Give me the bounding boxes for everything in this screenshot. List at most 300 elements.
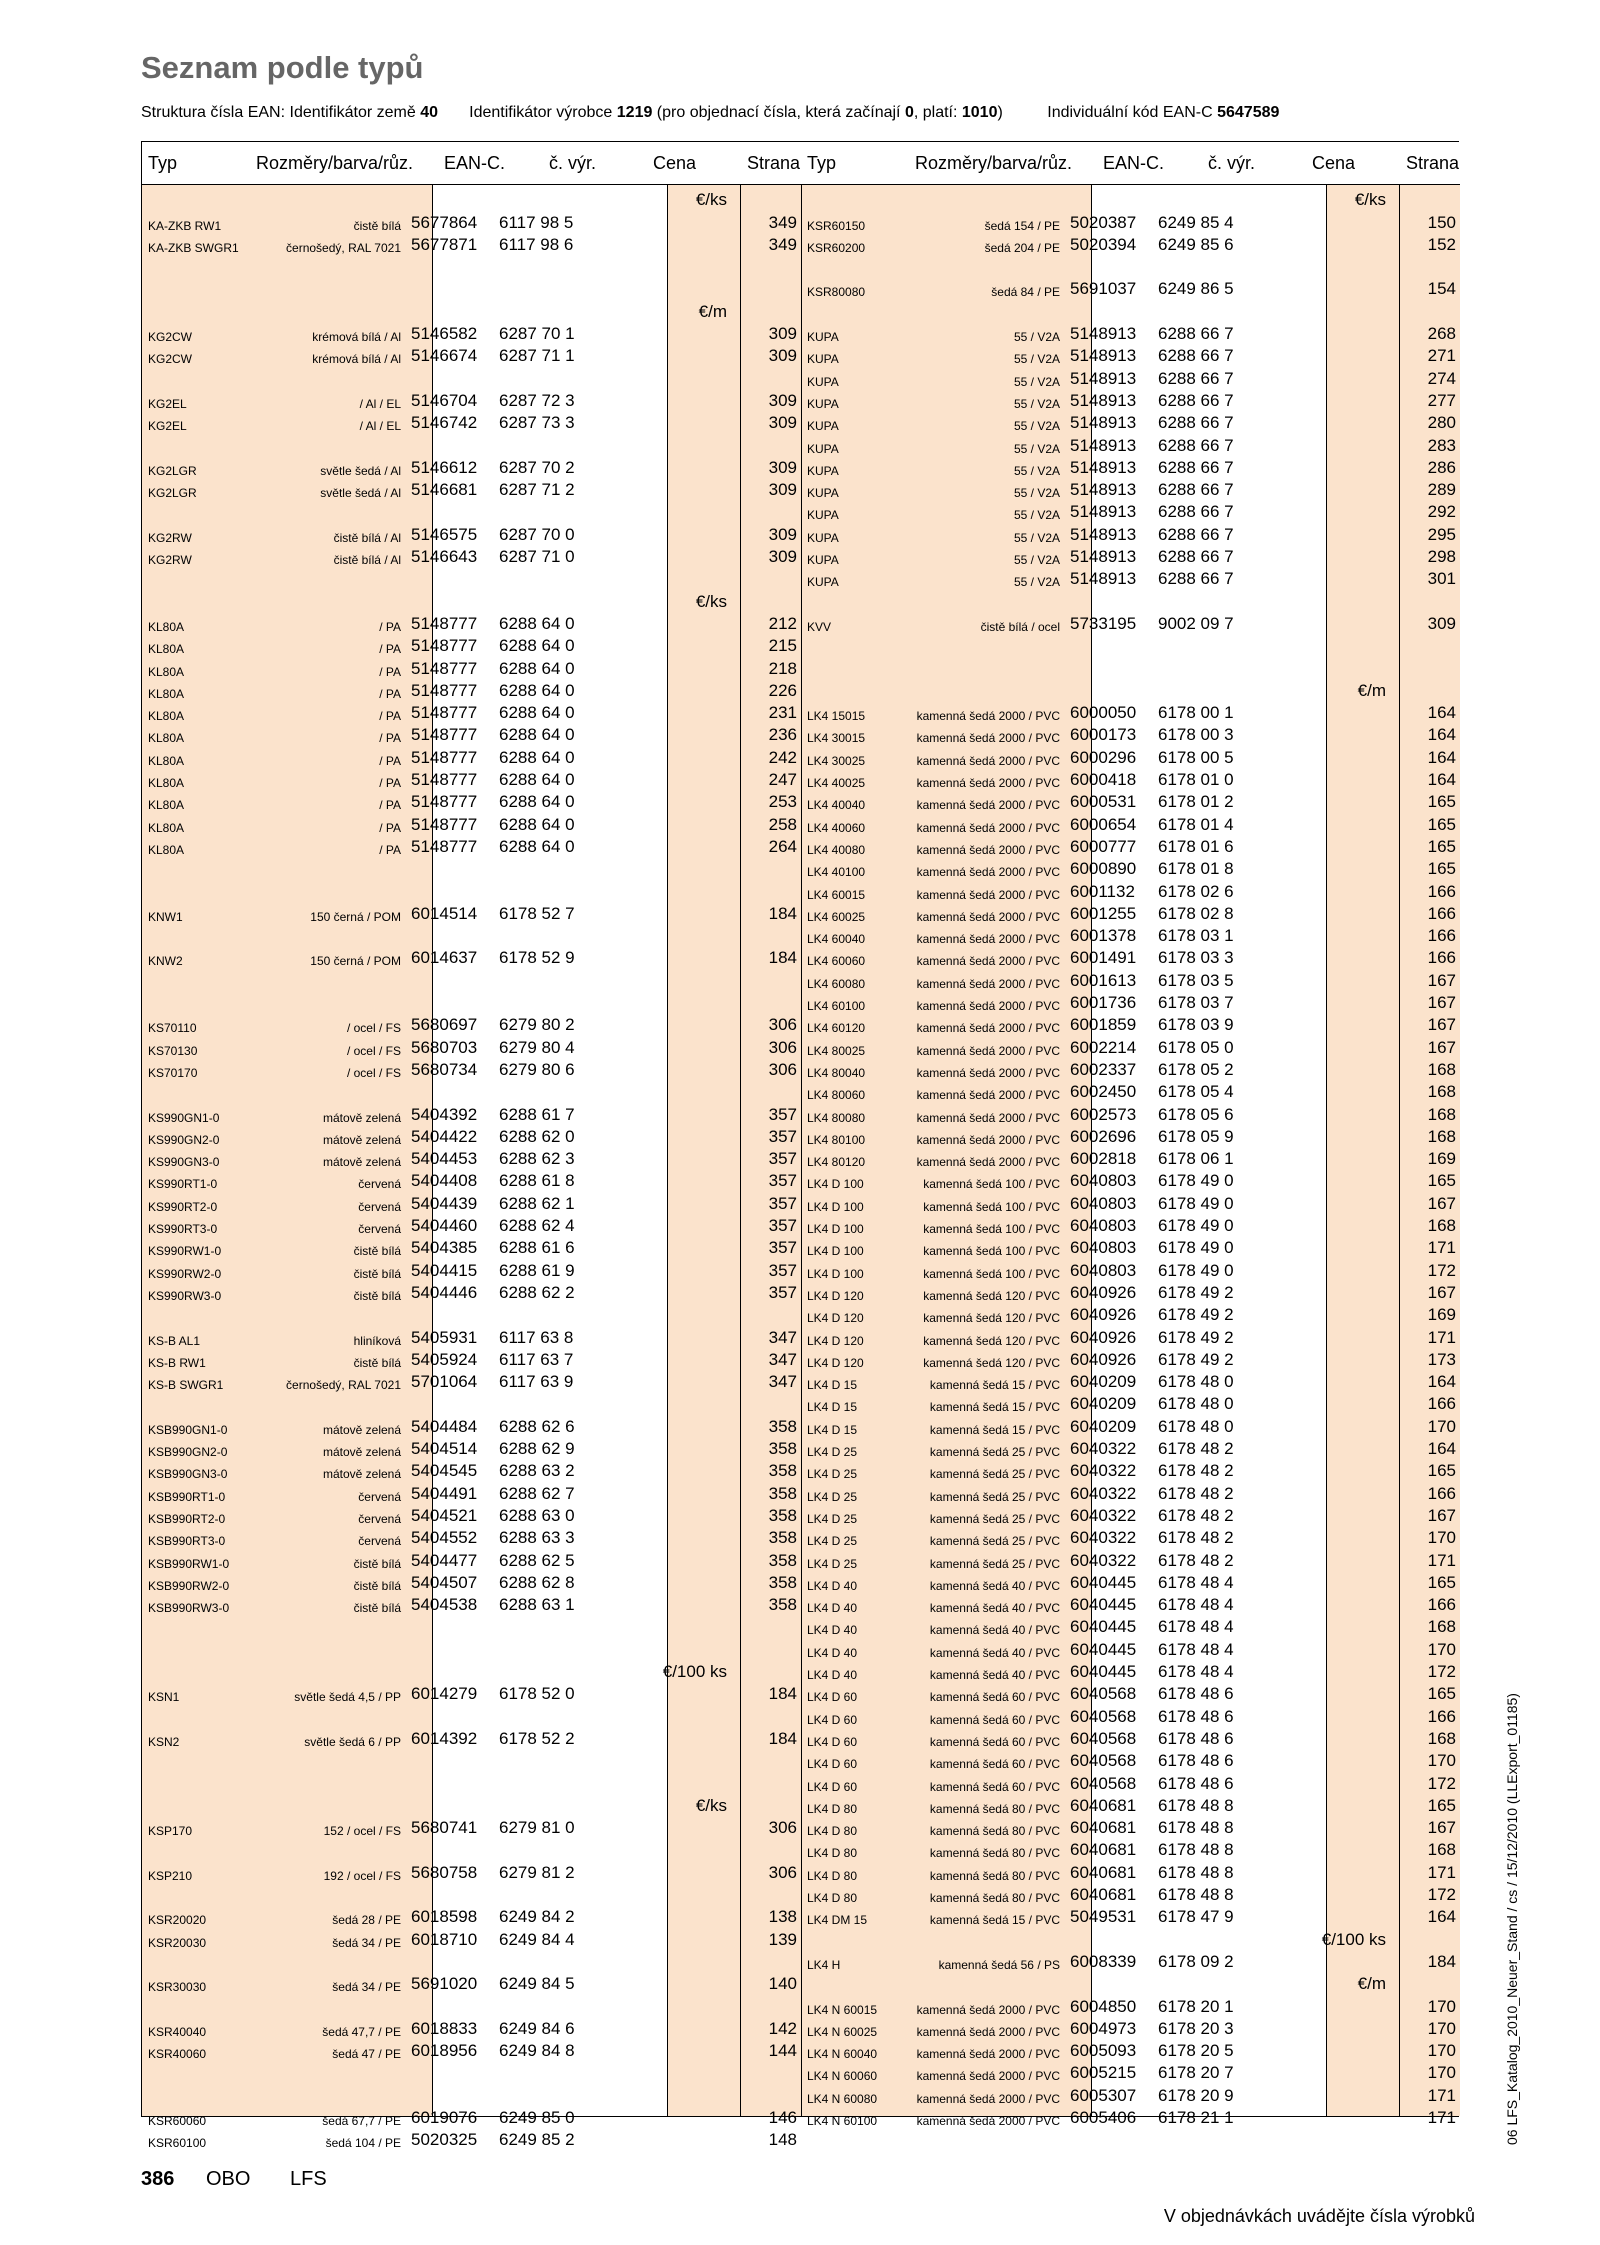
page-cell: 167: [1427, 1818, 1456, 1838]
dimensions-cell: / PA: [379, 619, 401, 634]
dimensions-cell: / PA: [379, 642, 401, 657]
table-row: [801, 1059, 1460, 1081]
type-cell: KSP170: [148, 1824, 193, 1839]
type-cell: LK4 D 25: [807, 1489, 858, 1504]
page-cell: 168: [1427, 1617, 1456, 1637]
ean-cell: 6018598: [411, 1907, 478, 1927]
ean-cell: 5701064: [411, 1372, 478, 1392]
ean-cell: 6019076: [411, 2108, 478, 2128]
product-number-cell: 6288 62 9: [499, 1439, 575, 1459]
product-number-cell: 6288 62 6: [499, 1416, 575, 1436]
page-cell: 274: [1427, 368, 1456, 388]
dimensions-cell: kamenná šedá 40 / PVC: [929, 1668, 1060, 1683]
type-cell: KSR40060: [148, 2047, 207, 2062]
ean-cell: 5404484: [411, 1416, 478, 1436]
page-cell: 309: [768, 457, 797, 477]
table-row: [142, 2040, 801, 2062]
table-row: [801, 1572, 1460, 1594]
page-cell: 171: [1427, 1862, 1456, 1882]
product-number-cell: 6249 84 2: [499, 1907, 575, 1927]
type-cell: LK4 H: [807, 1957, 841, 1972]
page-cell: 167: [1427, 970, 1456, 990]
dimensions-cell: / PA: [379, 776, 401, 791]
price-unit: €/ks: [695, 190, 727, 210]
ean-cell: 6040681: [1070, 1885, 1137, 1905]
product-number-cell: 6178 48 0: [1158, 1372, 1234, 1392]
ean-cell: 5148913: [1070, 502, 1137, 522]
dimensions-cell: kamenná šedá 2000 / PVC: [916, 2024, 1060, 2039]
dimensions-cell: kamenná šedá 2000 / PVC: [916, 1043, 1060, 1058]
page-cell: 347: [768, 1372, 797, 1392]
ean-cell: 5146575: [411, 524, 478, 544]
type-cell: KSB990RT2-0: [148, 1511, 226, 1526]
dimensions-cell: kamenná šedá 2000 / PVC: [916, 2047, 1060, 2062]
product-number-cell: 9002 09 7: [1158, 613, 1234, 633]
type-cell: KG2CW: [148, 352, 193, 367]
dimensions-cell: kamenná šedá 120 / PVC: [923, 1311, 1060, 1326]
dimensions-cell: šedá 84 / PE: [991, 285, 1060, 300]
page-cell: 166: [1427, 1706, 1456, 1726]
price-unit-row: [801, 680, 1460, 702]
product-number-cell: 6249 84 6: [499, 2018, 575, 2038]
product-number-cell: 6178 05 9: [1158, 1126, 1234, 1146]
ean-cell: 6000173: [1070, 725, 1137, 745]
page-cell: 152: [1427, 234, 1456, 254]
ean-cell: 5680703: [411, 1037, 478, 1057]
dimensions-cell: krémová bílá / Al: [312, 330, 401, 345]
table-row: [801, 1995, 1460, 2017]
table-row: [142, 1193, 801, 1215]
product-number-cell: 6178 20 3: [1158, 2018, 1234, 2038]
ean-cell: 6040445: [1070, 1572, 1137, 1592]
table-row: [801, 1661, 1460, 1683]
page-cell: 357: [768, 1282, 797, 1302]
product-number-cell: 6178 49 0: [1158, 1171, 1234, 1191]
type-cell: LK4 D 40: [807, 1668, 858, 1683]
ean-cell: 5148913: [1070, 569, 1137, 589]
product-number-cell: 6288 62 4: [499, 1216, 575, 1236]
type-cell: KSB990GN2-0: [148, 1445, 228, 1460]
product-number-cell: 6288 62 3: [499, 1149, 575, 1169]
product-number-cell: 6287 70 1: [499, 324, 575, 344]
type-cell: KUPA: [807, 396, 839, 411]
type-cell: LK4 80080: [807, 1110, 866, 1125]
table-row: [142, 1594, 801, 1616]
dimensions-cell: kamenná šedá 120 / PVC: [923, 1355, 1060, 1370]
type-cell: KSB990RT3-0: [148, 1534, 226, 1549]
table-row: [142, 1728, 801, 1750]
table-row: [801, 1349, 1460, 1371]
ean-cell: 5148777: [411, 613, 478, 633]
ean-cell: 6014637: [411, 948, 478, 968]
product-number-cell: 6288 62 8: [499, 1572, 575, 1592]
page-cell: 184: [768, 1684, 797, 1704]
table-row: [801, 947, 1460, 969]
dimensions-cell: světle šedá 6 / PP: [304, 1734, 401, 1749]
ean-structure-info: Struktura čísla EAN: Identifikátor země 40 Identifikátor výrobce 1219 (pro objednací čísla, která začínají 0, platí: 1010) Individuální kód EAN-C 5647589: [141, 104, 1280, 121]
page-cell: 148: [768, 2130, 797, 2150]
page-cell: 165: [1427, 1572, 1456, 1592]
type-cell: KSB990RW1-0: [148, 1556, 230, 1571]
product-number-cell: 6178 21 1: [1158, 2108, 1234, 2128]
page-cell: 184: [768, 948, 797, 968]
table-row: [801, 1549, 1460, 1571]
table-row: [801, 970, 1460, 992]
ean-cell: 6040681: [1070, 1818, 1137, 1838]
table-row: [142, 1371, 801, 1393]
dimensions-cell: světle šedá 4,5 / PP: [294, 1690, 401, 1705]
table-row: [801, 992, 1460, 1014]
dimensions-cell: 55 / V2A: [1013, 419, 1060, 434]
page-cell: 357: [768, 1216, 797, 1236]
table-row: [801, 1795, 1460, 1817]
page-cell: 171: [1427, 2108, 1456, 2128]
table-row: [142, 1349, 801, 1371]
page-cell: 306: [768, 1015, 797, 1035]
page-cell: 164: [1427, 703, 1456, 723]
type-cell: LK4 40025: [807, 776, 866, 791]
table-row: [142, 1460, 801, 1482]
table-row: [801, 1036, 1460, 1058]
table-row: [801, 1884, 1460, 1906]
dimensions-cell: šedá 67,7 / PE: [322, 2114, 401, 2129]
type-cell: KL80A: [148, 686, 185, 701]
ean-cell: 5148777: [411, 792, 478, 812]
ean-cell: 5404439: [411, 1193, 478, 1213]
ean-cell: 6040322: [1070, 1550, 1137, 1570]
type-cell: KS990GN1-0: [148, 1110, 220, 1125]
table-row: [801, 278, 1460, 300]
type-cell: KS990GN2-0: [148, 1132, 220, 1147]
type-cell: LK4 80100: [807, 1132, 866, 1147]
dimensions-cell: čistě bílá / Al: [333, 530, 401, 545]
page-cell: 164: [1427, 1439, 1456, 1459]
ean-cell: 6001378: [1070, 926, 1137, 946]
type-cell: LK4 D 120: [807, 1355, 864, 1370]
type-cell: KS-B AL1: [148, 1333, 201, 1348]
product-number-cell: 6249 84 5: [499, 1974, 575, 1994]
ean-cell: 5680741: [411, 1818, 478, 1838]
product-number-cell: 6178 48 2: [1158, 1483, 1234, 1503]
price-unit: €/100 ks: [662, 1662, 727, 1682]
product-number-cell: 6288 64 0: [499, 658, 575, 678]
type-cell: KNW2: [148, 954, 183, 969]
table-row: [801, 524, 1460, 546]
product-number-cell: 6178 48 8: [1158, 1862, 1234, 1882]
ean-cell: 5404521: [411, 1505, 478, 1525]
ean-cell: 6040209: [1070, 1416, 1137, 1436]
dimensions-cell: / PA: [379, 842, 401, 857]
product-number-cell: 6288 64 0: [499, 613, 575, 633]
dimensions-cell: šedá 154 / PE: [984, 218, 1060, 233]
page-cell: 358: [768, 1461, 797, 1481]
page-cell: 349: [768, 234, 797, 254]
dimensions-cell: mátově zelená: [322, 1132, 401, 1147]
dimensions-cell: kamenná šedá 80 / PVC: [929, 1846, 1060, 1861]
ean-cell: 5148913: [1070, 413, 1137, 433]
type-cell: KSR20020: [148, 1913, 207, 1928]
ean-cell: 6040445: [1070, 1595, 1137, 1615]
type-cell: LK4 40040: [807, 798, 866, 813]
product-number-cell: 6178 48 8: [1158, 1885, 1234, 1905]
table-row: [801, 1616, 1460, 1638]
product-number-cell: 6178 09 2: [1158, 1951, 1234, 1971]
table-row: [801, 813, 1460, 835]
dimensions-cell: kamenná šedá 100 / PVC: [923, 1244, 1060, 1259]
product-number-cell: 6288 66 7: [1158, 524, 1234, 544]
dimensions-cell: kamenná šedá 25 / PVC: [929, 1467, 1060, 1482]
type-cell: LK4 N 60060: [807, 2069, 878, 2084]
table-row: [801, 1215, 1460, 1237]
dimensions-cell: mátově zelená: [322, 1155, 401, 1170]
page-cell: 164: [1427, 747, 1456, 767]
page-cell: 170: [1427, 1751, 1456, 1771]
table-row: [142, 1259, 801, 1281]
product-number-cell: 6178 52 9: [499, 948, 575, 968]
product-number-cell: 6178 48 2: [1158, 1528, 1234, 1548]
type-cell: LK4 60080: [807, 976, 866, 991]
dimensions-cell: červená: [358, 1534, 401, 1549]
ean-cell: 5148777: [411, 680, 478, 700]
table-row: [142, 1549, 801, 1571]
page-cell: 139: [768, 1929, 797, 1949]
page-cell: 164: [1427, 770, 1456, 790]
table-row: [142, 657, 801, 679]
page-cell: 309: [768, 346, 797, 366]
ean-cell: 5404507: [411, 1572, 478, 1592]
price-unit-row: [142, 301, 801, 323]
page-cell: 154: [1427, 279, 1456, 299]
dimensions-cell: kamenná šedá 2000 / PVC: [916, 976, 1060, 991]
product-number-cell: 6287 71 0: [499, 547, 575, 567]
page-cell: 295: [1427, 524, 1456, 544]
product-number-cell: 6287 71 1: [499, 346, 575, 366]
product-number-cell: 6178 06 1: [1158, 1149, 1234, 1169]
type-cell: KSR40040: [148, 2024, 207, 2039]
dimensions-cell: černošedý, RAL 7021: [286, 240, 401, 255]
dimensions-cell: kamenná šedá 100 / PVC: [923, 1177, 1060, 1192]
page-cell: 164: [1427, 1372, 1456, 1392]
dimensions-cell: kamenná šedá 2000 / PVC: [916, 1155, 1060, 1170]
dimensions-cell: červená: [358, 1511, 401, 1526]
table-row: [801, 1416, 1460, 1438]
dimensions-cell: 150 černá / POM: [310, 954, 401, 969]
product-number-cell: 6178 01 8: [1158, 859, 1234, 879]
page-title: Seznam podle typů: [141, 50, 424, 85]
page-cell: 184: [1427, 1951, 1456, 1971]
dimensions-cell: 55 / V2A: [1013, 508, 1060, 523]
page-cell: 144: [768, 2041, 797, 2061]
table-row: [801, 1505, 1460, 1527]
page-cell: 164: [1427, 1907, 1456, 1927]
type-cell: LK4 D 80: [807, 1891, 858, 1906]
table-row: [142, 769, 801, 791]
table-row: [801, 1527, 1460, 1549]
product-number-cell: 6288 66 7: [1158, 457, 1234, 477]
dimensions-cell: kamenná šedá 100 / PVC: [923, 1199, 1060, 1214]
dimensions-cell: červená: [358, 1177, 401, 1192]
table-row: [142, 680, 801, 702]
product-number-cell: 6288 66 7: [1158, 480, 1234, 500]
dimensions-cell: / Al / EL: [359, 396, 401, 411]
ean-cell: 6040209: [1070, 1372, 1137, 1392]
page-cell: 167: [1427, 1015, 1456, 1035]
table-row: [801, 2085, 1460, 2107]
page-number: 386: [141, 2168, 175, 2190]
product-number-cell: 6117 98 6: [499, 234, 574, 254]
type-cell: KSR30030: [148, 1980, 207, 1995]
dimensions-cell: kamenná šedá 60 / PVC: [929, 1690, 1060, 1705]
dimensions-cell: kamenná šedá 2000 / PVC: [916, 887, 1060, 902]
dimensions-cell: čistě bílá / ocel: [980, 619, 1060, 634]
page-cell: 168: [1427, 1840, 1456, 1860]
ean-cell: 5691037: [1070, 279, 1137, 299]
dimensions-cell: čistě bílá: [353, 1266, 401, 1281]
ean-cell: 6040681: [1070, 1795, 1137, 1815]
product-number-cell: 6178 49 2: [1158, 1305, 1234, 1325]
dimensions-cell: kamenná šedá 2000 / PVC: [916, 709, 1060, 724]
header-dimensions: Rozměry/barva/růz.: [256, 153, 414, 173]
type-cell: KL80A: [148, 842, 185, 857]
dimensions-cell: kamenná šedá 80 / PVC: [929, 1801, 1060, 1816]
table-row: [801, 501, 1460, 523]
product-number-cell: 6178 05 6: [1158, 1104, 1234, 1124]
dimensions-cell: kamenná šedá 2000 / PVC: [916, 2114, 1060, 2129]
page-cell: 165: [1427, 1684, 1456, 1704]
product-number-cell: 6279 80 2: [499, 1015, 575, 1035]
page-cell: 358: [768, 1483, 797, 1503]
page-cell: 358: [768, 1505, 797, 1525]
type-cell: KS990RT1-0: [148, 1177, 218, 1192]
dimensions-cell: hliníková: [353, 1333, 401, 1348]
price-unit-row: [142, 590, 801, 612]
dimensions-cell: 55 / V2A: [1013, 486, 1060, 501]
product-number-cell: 6249 84 8: [499, 2041, 575, 2061]
page-cell: 165: [1427, 814, 1456, 834]
page-cell: 358: [768, 1439, 797, 1459]
dimensions-cell: kamenná šedá 2000 / PVC: [916, 820, 1060, 835]
table-row: [142, 1906, 801, 1928]
ean-cell: 5146674: [411, 346, 478, 366]
dimensions-cell: kamenná šedá 40 / PVC: [929, 1623, 1060, 1638]
type-cell: KUPA: [807, 374, 839, 389]
type-cell: KUPA: [807, 330, 839, 345]
product-number-cell: 6279 81 0: [499, 1818, 575, 1838]
type-cell: LK4 D 60: [807, 1712, 858, 1727]
type-cell: KUPA: [807, 352, 839, 367]
type-cell: KL80A: [148, 664, 185, 679]
product-number-cell: 6288 64 0: [499, 703, 575, 723]
page-cell: 138: [768, 1907, 797, 1927]
ean-cell: 6040568: [1070, 1773, 1137, 1793]
table-row: [142, 546, 801, 568]
ean-cell: 5404385: [411, 1238, 478, 1258]
product-number-cell: 6288 64 0: [499, 770, 575, 790]
page-cell: 347: [768, 1349, 797, 1369]
dimensions-cell: / ocel / FS: [346, 1065, 401, 1080]
ean-cell: 6040803: [1070, 1171, 1137, 1191]
page-cell: 357: [768, 1149, 797, 1169]
product-number-cell: 6287 72 3: [499, 390, 575, 410]
page-cell: 166: [1427, 926, 1456, 946]
ean-cell: 6001736: [1070, 993, 1137, 1013]
type-cell: KA-ZKB SWGR1: [148, 240, 239, 255]
ean-cell: 6018833: [411, 2018, 478, 2038]
ean-cell: 5148777: [411, 658, 478, 678]
ean-cell: 5020325: [411, 2130, 478, 2150]
ean-cell: 5677864: [411, 212, 478, 232]
product-number-cell: 6287 70 0: [499, 524, 575, 544]
type-cell: KSN2: [148, 1734, 180, 1749]
ean-cell: 5404408: [411, 1171, 478, 1191]
product-number-cell: 6279 80 6: [499, 1059, 575, 1079]
ean-cell: 6040803: [1070, 1193, 1137, 1213]
table-row: [142, 2129, 801, 2151]
table-row: [801, 2040, 1460, 2062]
table-row: [142, 702, 801, 724]
type-cell: LK4 D 15: [807, 1378, 858, 1393]
page-cell: 349: [768, 212, 797, 232]
type-cell: LK4 D 100: [807, 1177, 864, 1192]
page-cell: 264: [768, 836, 797, 856]
ean-cell: 6005093: [1070, 2041, 1137, 2061]
dimensions-cell: 192 / ocel / FS: [323, 1868, 401, 1883]
product-number-cell: 6178 02 6: [1158, 881, 1234, 901]
table-row: [801, 724, 1460, 746]
table-row: [801, 791, 1460, 813]
dimensions-cell: / PA: [379, 709, 401, 724]
header-type: Typ: [148, 153, 178, 173]
ean-cell: 5404446: [411, 1282, 478, 1302]
product-number-cell: 6249 85 0: [499, 2108, 575, 2128]
price-unit: €/ks: [695, 591, 727, 611]
page-cell: 165: [1427, 792, 1456, 812]
dimensions-cell: šedá 104 / PE: [325, 2136, 401, 2151]
dimensions-cell: mátově zelená: [322, 1110, 401, 1125]
ean-cell: 6001859: [1070, 1015, 1137, 1035]
product-number-cell: 6178 03 7: [1158, 993, 1234, 1013]
ean-cell: 6000890: [1070, 859, 1137, 879]
page-cell: 165: [1427, 836, 1456, 856]
dimensions-cell: kamenná šedá 25 / PVC: [929, 1489, 1060, 1504]
table-row: [142, 1572, 801, 1594]
table-row: [142, 1237, 801, 1259]
dimensions-cell: kamenná šedá 15 / PVC: [929, 1422, 1060, 1437]
ean-cell: 5148777: [411, 636, 478, 656]
dimensions-cell: kamenná šedá 15 / PVC: [929, 1400, 1060, 1415]
type-cell: KS70110: [148, 1021, 197, 1036]
ean-cell: 5148913: [1070, 457, 1137, 477]
dimensions-cell: kamenná šedá 40 / PVC: [929, 1645, 1060, 1660]
product-number-cell: 6178 52 0: [499, 1684, 575, 1704]
page-cell: 306: [768, 1818, 797, 1838]
page-cell: 170: [1427, 1996, 1456, 2016]
table-row: [142, 234, 801, 256]
dimensions-cell: kamenná šedá 2000 / PVC: [916, 776, 1060, 791]
product-number-cell: 6178 03 9: [1158, 1015, 1234, 1035]
product-number-cell: 6288 66 7: [1158, 346, 1234, 366]
price-unit: €/ks: [695, 1795, 727, 1815]
dimensions-cell: kamenná šedá 2000 / PVC: [916, 1088, 1060, 1103]
product-number-cell: 6288 64 0: [499, 814, 575, 834]
type-cell: LK4 DM 15: [807, 1913, 868, 1928]
type-cell: KS990RW3-0: [148, 1288, 222, 1303]
footer-brand: OBO: [206, 2168, 251, 2190]
table-row: [801, 546, 1460, 568]
page-cell: 347: [768, 1327, 797, 1347]
table-row: [801, 2107, 1460, 2129]
type-cell: KSP210: [148, 1868, 193, 1883]
